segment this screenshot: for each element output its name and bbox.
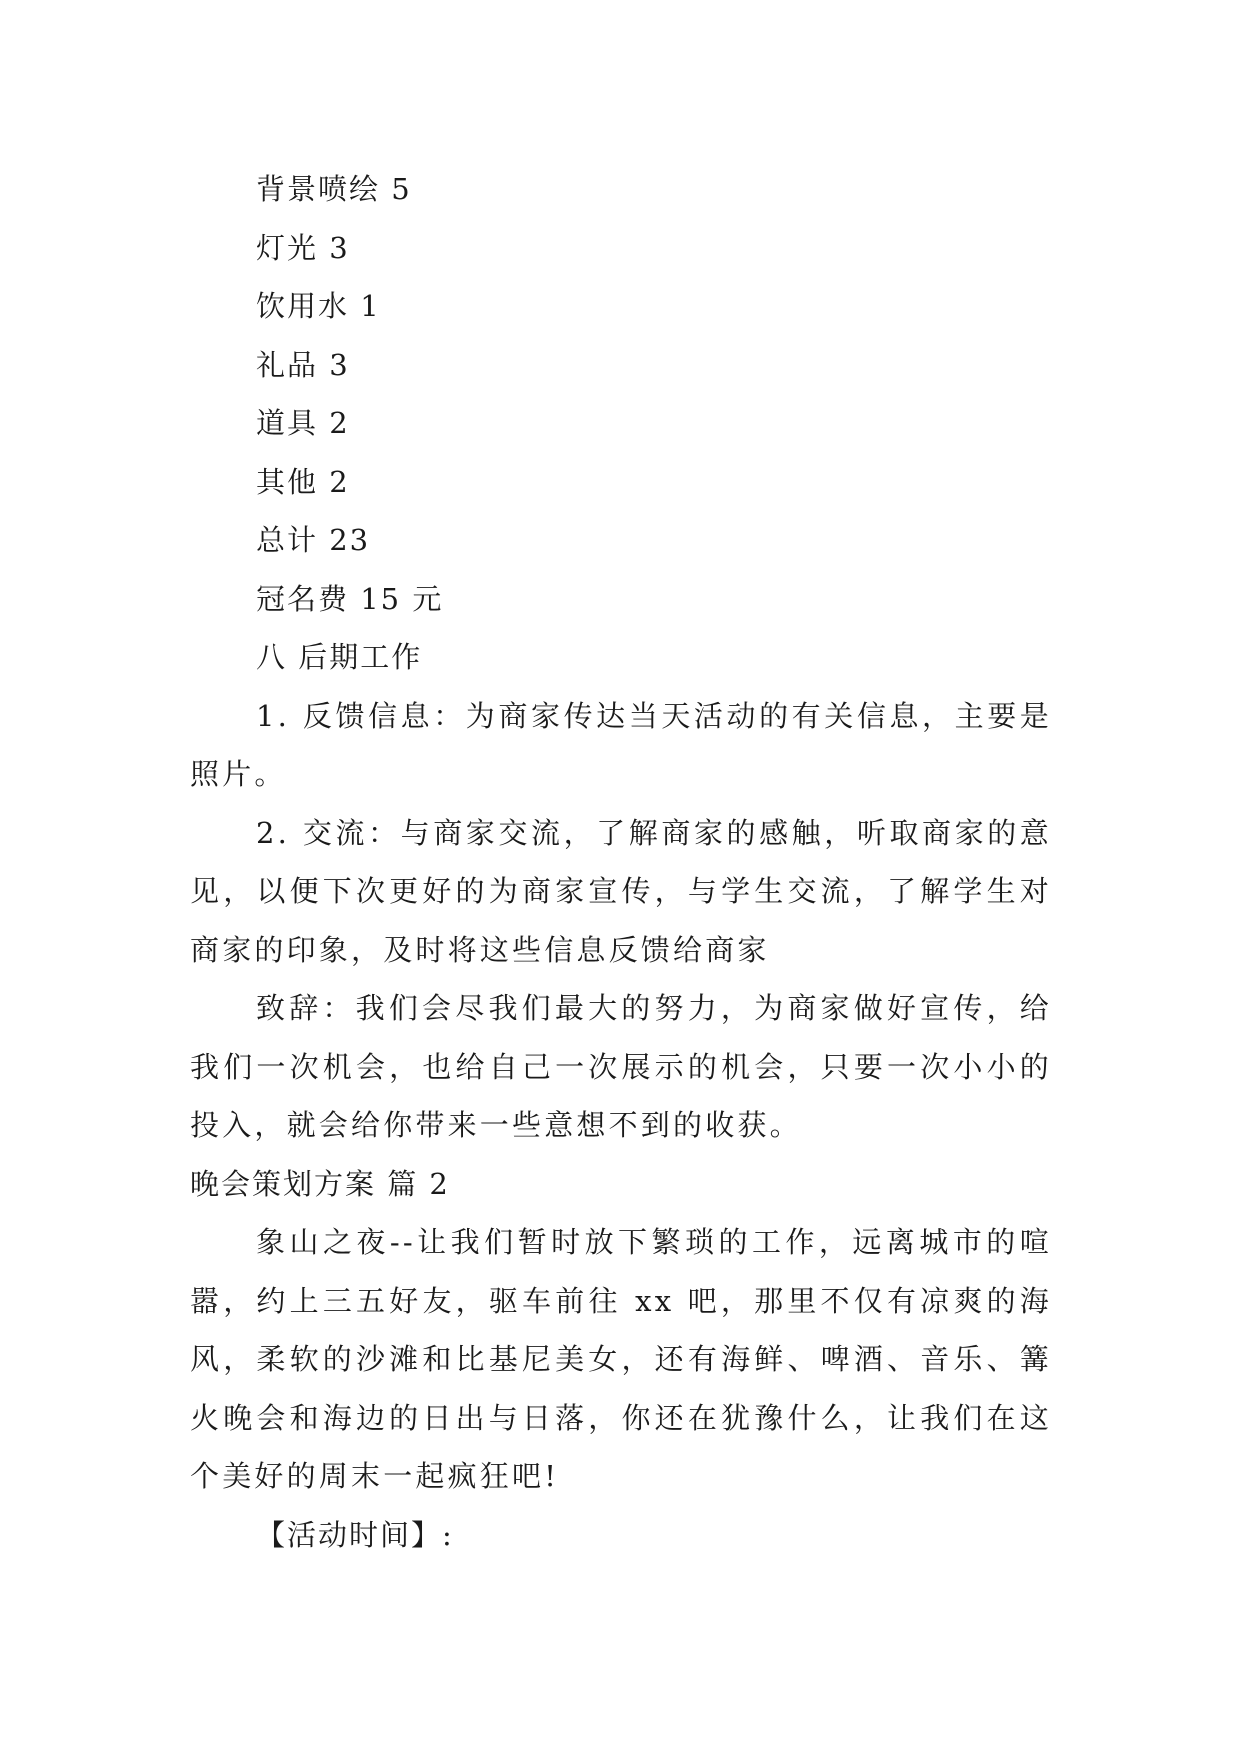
budget-sponsorship bbox=[190, 570, 1052, 629]
budget-item-value: 15 元 bbox=[360, 581, 444, 616]
budget-item bbox=[190, 219, 1052, 278]
budget-item bbox=[190, 277, 1052, 336]
budget-item-value: 3 bbox=[329, 230, 350, 265]
budget-item-label: 灯光 bbox=[256, 230, 319, 265]
budget-item bbox=[190, 160, 1052, 219]
budget-item-label: 饮用水 bbox=[256, 289, 350, 323]
paragraph-communication: 2. 交流：与商家交流，了解商家的感触，听取商家的意见，以便下次更好的为商家宣传，与学生交流，了解学生对商家的印象，及时将这些信息反馈给商家 bbox=[190, 815, 1052, 967]
budget-item bbox=[190, 336, 1052, 395]
budget-item-value: 1 bbox=[360, 289, 381, 323]
budget-item-label: 冠名费 bbox=[256, 581, 350, 616]
budget-item-value: 2 bbox=[329, 464, 350, 499]
budget-item-value: 5 bbox=[391, 172, 412, 206]
budget-item-label: 其他 bbox=[256, 464, 319, 499]
budget-item-label: 背景喷绘 bbox=[256, 172, 381, 206]
budget-item-value: 23 bbox=[329, 523, 371, 557]
budget-item-value: 2 bbox=[329, 406, 350, 440]
budget-item-label: 道具 bbox=[256, 406, 319, 440]
budget-item bbox=[190, 453, 1052, 512]
budget-item-label: 礼品 bbox=[256, 347, 319, 382]
budget-item bbox=[190, 394, 1052, 453]
budget-item-value: 3 bbox=[329, 347, 350, 382]
paragraph-intro: 象山之夜--让我们暂时放下繁琐的工作，远离城市的喧嚣，约上三五好友，驱车前往 xx 吧，那里不仅有凉爽的海风，柔软的沙滩和比基尼美女，还有海鲜、啤酒、音乐、篝火晚会和海边的日出与日落，你还在犹豫什么，让我们在这个美好的周末一起疯狂吧! bbox=[190, 1225, 1052, 1493]
activity-time-label: 【活动时间】: bbox=[256, 1517, 454, 1552]
document-content bbox=[190, 160, 1052, 1564]
budget-item-label: 总计 bbox=[256, 523, 319, 557]
part-title: 晚会策划方案 篇 2 bbox=[190, 1166, 450, 1201]
paragraph-closing: 致辞：我们会尽我们最大的努力，为商家做好宣传，给我们一次机会，也给自己一次展示的机会，只要一次小小的投入，就会给你带来一些意想不到的收获。 bbox=[190, 991, 1052, 1142]
section-heading: 八 后期工作 bbox=[256, 640, 423, 674]
paragraph-feedback: 1. 反馈信息：为商家传达当天活动的有关信息，主要是照片。 bbox=[190, 698, 1052, 791]
budget-total bbox=[190, 511, 1052, 570]
